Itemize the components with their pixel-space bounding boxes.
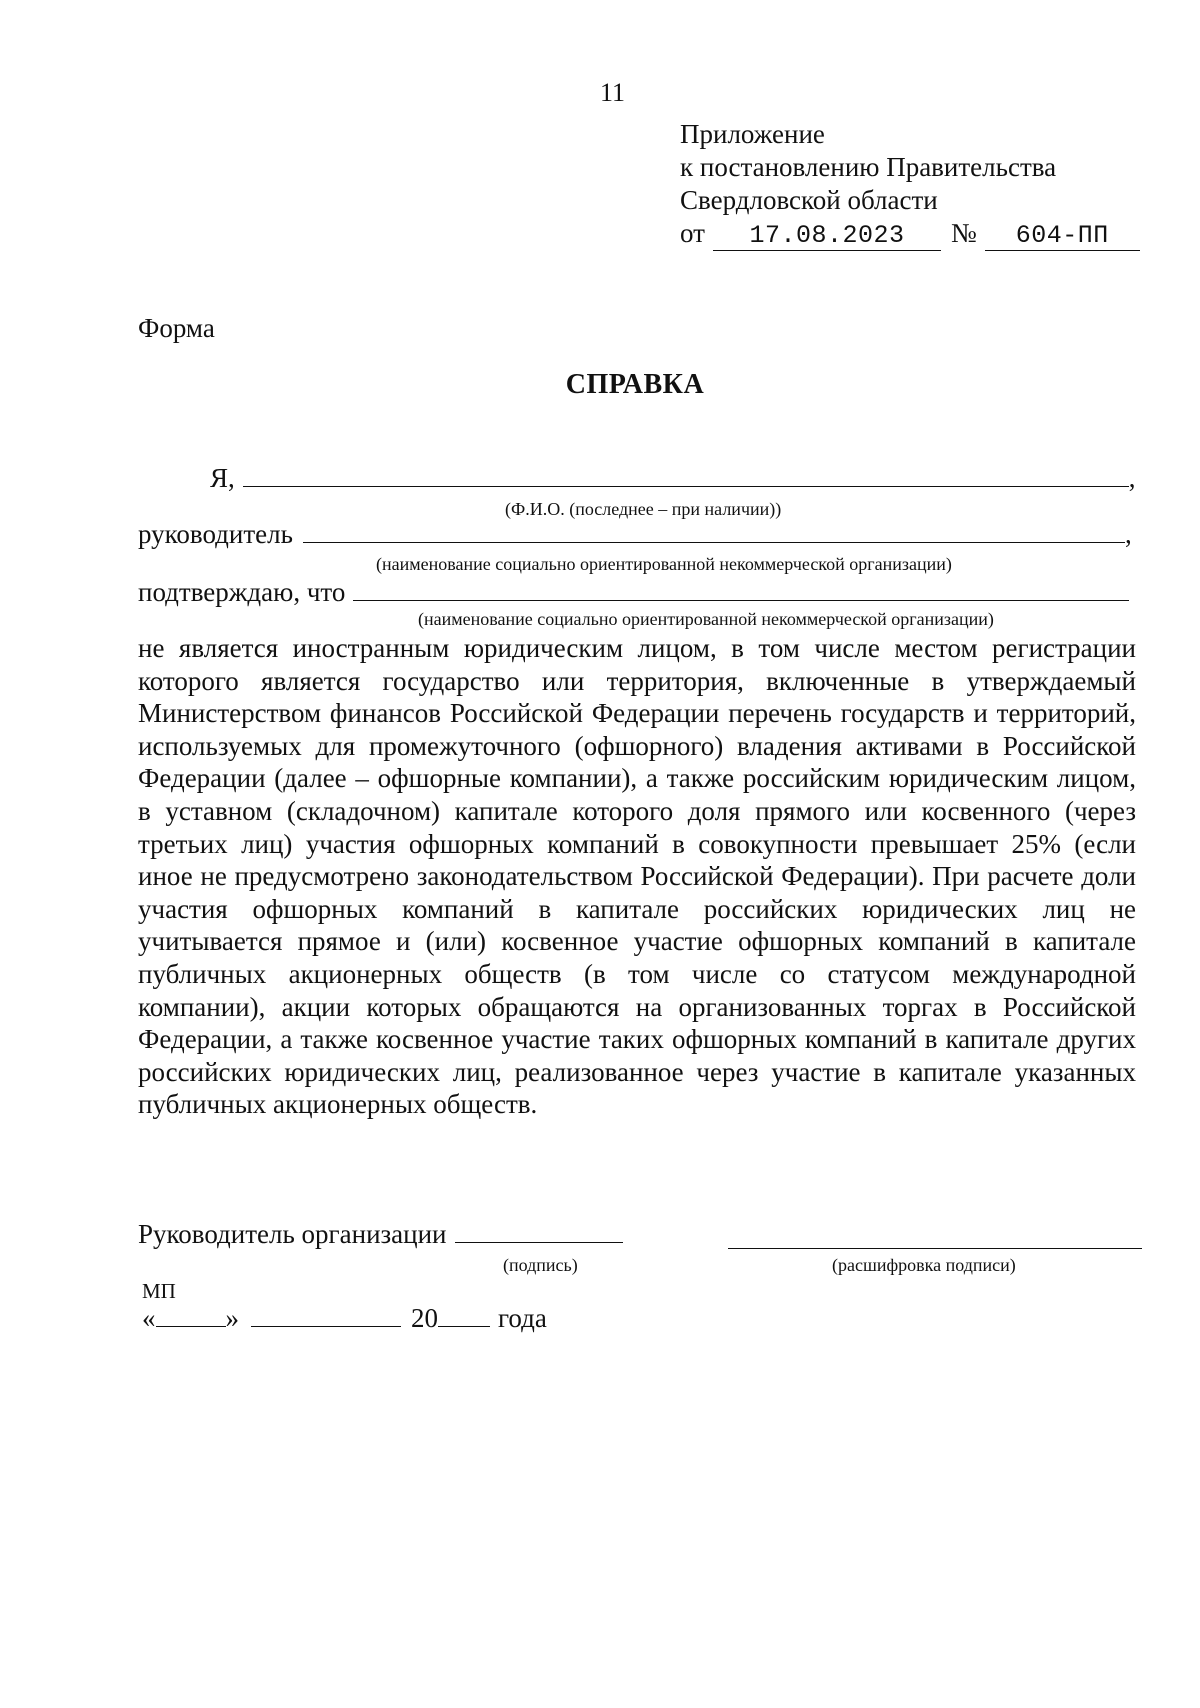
head-comma: , bbox=[1124, 519, 1132, 549]
fio-caption: (Ф.И.О. (последнее – при наличии)) bbox=[505, 499, 782, 519]
appendix-line-3: Свердловской области bbox=[680, 185, 938, 215]
confirm-label: подтверждаю, что bbox=[138, 577, 346, 607]
appendix-date-line bbox=[680, 217, 1150, 251]
organization-input-line-1[interactable] bbox=[303, 518, 1125, 543]
signature-caption: (подпись) bbox=[503, 1255, 578, 1275]
document-title: СПРАВКА bbox=[565, 369, 705, 400]
day-input-line[interactable] bbox=[156, 1302, 226, 1327]
i-label: Я, bbox=[210, 463, 235, 493]
quote-open: « bbox=[142, 1303, 156, 1333]
year-prefix: 20 bbox=[411, 1303, 438, 1333]
resolution-number: 604-ПП bbox=[985, 222, 1140, 251]
head-label: руководитель bbox=[138, 519, 293, 549]
appendix-line-1: Приложение bbox=[680, 119, 825, 149]
page-number: 11 bbox=[600, 78, 626, 107]
fio-comma: , bbox=[1128, 463, 1136, 493]
head-row bbox=[138, 518, 1132, 550]
signature-input-line[interactable] bbox=[455, 1218, 623, 1243]
organization-input-line-2[interactable] bbox=[353, 576, 1129, 601]
appendix-line-2: к постановлению Правительства bbox=[680, 152, 1057, 182]
certificate-body: не является иностранным юридическим лицом, в том числе местом регистрации которого является государство или территория, включенные в утверждаемый Министерством финансов Российской Федерации перечень государств и территорий, используемых для промежуточного (офшорного) владения активами в Российской Федерации (далее – офшорные компании), а также российским юридическим лицом, в уставном (складочном) капитале которого доля прямого или косвенного (через третьих лиц) участия офшорных компаний в совокупности превышает 25% (если иное не предусмотрено законодательством Российской Федерации). При расчете доли участия офшорных компаний в капитале российских юридических лиц не учитывается прямое и (или) косвенное участие офшорных компаний в капитале публичных акционерных обществ (в том числе со статусом международной компании), акции которых обращаются на организованных торгах в Российской Федерации, а также косвенное участие таких офшорных компаний в капитале других российских юридических лиц, реализованное через участие в капитале указанных публичных акционерных обществ. bbox=[138, 633, 1136, 1120]
organization-caption-1: (наименование социально ориентированной некоммерческой организации) bbox=[376, 554, 952, 574]
organization-caption-2: (наименование социально ориентированной некоммерческой организации) bbox=[418, 609, 994, 629]
signature-decoding-input-line[interactable] bbox=[728, 1224, 1142, 1249]
from-label: от bbox=[680, 218, 705, 248]
appendix-header bbox=[680, 118, 1150, 251]
fio-row bbox=[210, 462, 1136, 494]
quote-close: » bbox=[225, 1303, 239, 1333]
decoding-caption: (расшифровка подписи) bbox=[832, 1255, 1016, 1275]
form-label: Форма bbox=[138, 313, 215, 343]
fio-input-line[interactable] bbox=[243, 462, 1129, 487]
confirm-row bbox=[138, 576, 1129, 608]
date-row bbox=[142, 1302, 547, 1334]
stamp-label: МП bbox=[142, 1279, 176, 1303]
signature-row bbox=[138, 1218, 623, 1250]
resolution-date: 17.08.2023 bbox=[713, 222, 941, 251]
number-sign: № bbox=[950, 218, 977, 248]
year-suffix: года bbox=[498, 1303, 547, 1333]
month-input-line[interactable] bbox=[251, 1302, 401, 1327]
head-signature-label: Руководитель организации bbox=[138, 1219, 447, 1249]
year-input-line[interactable] bbox=[438, 1302, 490, 1327]
